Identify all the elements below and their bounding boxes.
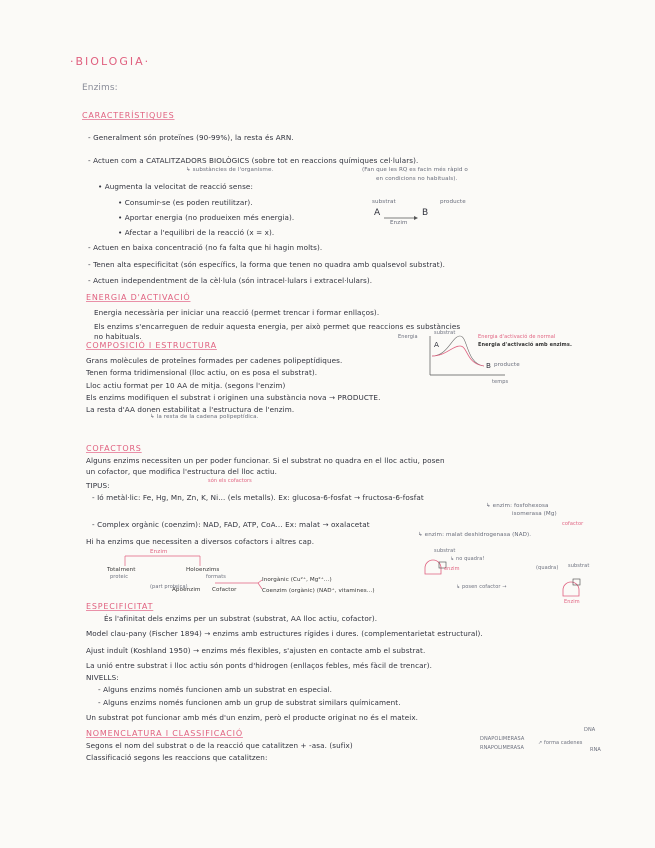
tree-cofactor: Cofactor bbox=[212, 587, 237, 593]
tree-proteic: proteic bbox=[110, 574, 129, 580]
reaction-arrowhead bbox=[414, 216, 418, 220]
graph-temps: temps bbox=[492, 379, 509, 385]
heading-nomenclatura: NOMENCLATURA I CLASSIFICACIÓ bbox=[86, 729, 243, 738]
scheme-substrat: substrat bbox=[372, 199, 396, 205]
side-dna: DNA bbox=[584, 727, 596, 733]
side-substrat: substrat bbox=[434, 548, 456, 554]
tree-apoenzim: Apoenzim bbox=[172, 587, 201, 593]
text-note: (Fan que les RQ es facin més ràpid o bbox=[362, 167, 468, 173]
tree-totalment: Totalment bbox=[107, 567, 136, 573]
heading-caracteristiques: CARACTERÍSTIQUES bbox=[82, 111, 175, 120]
heading-composicio: COMPOSICIÓ I ESTRUCTURA bbox=[86, 341, 217, 350]
text-note: ↳ enzim: malat deshidrogenasa (NAD). bbox=[418, 532, 532, 538]
page-subtitle: Enzims: bbox=[82, 83, 118, 93]
text-line: Els enzims s'encarreguen de reduir aquesta energia, per això permet que reaccions es substàncies bbox=[94, 322, 461, 331]
text-line: - Alguns enzims només funcionen amb un substrat en especial. bbox=[98, 685, 333, 694]
tipus-label: TIPUS: bbox=[86, 481, 110, 490]
graph-enzims: Energia d'activació amb enzims. bbox=[478, 342, 572, 348]
text-line: Model clau-pany (Fischer 1894) → enzims amb estructures rígides i dures. (complementarietat estructural). bbox=[86, 629, 483, 638]
text-note: cofactor bbox=[562, 521, 584, 527]
side-forma: ↗ forma cadenes bbox=[538, 740, 583, 746]
tipus-note: són els cofactors bbox=[208, 478, 252, 484]
tree-inorganic: Inorgànic (Cu²⁺, Mg²⁺...) bbox=[262, 577, 332, 583]
text-line: Ajust induït (Koshland 1950) → enzims més flexibles, s'ajusten en contacte amb el substrat. bbox=[86, 646, 426, 655]
graph-substrat: substrat bbox=[434, 330, 456, 336]
heading-especificitat: ESPECIFICITAT bbox=[86, 602, 154, 611]
text-line: La resta d'AA donen estabilitat a l'estructura de l'enzim. bbox=[86, 405, 295, 414]
text-line: Grans molècules de proteïnes formades per cadenes polipeptídiques. bbox=[86, 356, 343, 365]
text-line: Tenen forma tridimensional (lloc actiu, on es posa el substrat). bbox=[86, 368, 318, 377]
tree-formats: formats bbox=[206, 574, 226, 580]
text-line: - Actuen com a CATALITZADORS BIOLÒGICS (sobre tot en reaccions químiques cel·lulars). bbox=[88, 156, 419, 165]
heading-energia: ENERGIA D'ACTIVACIÓ bbox=[86, 293, 191, 302]
text-line: - Ió metàl·lic: Fe, Hg, Mn, Zn, K, Ni... (els metalls). Ex: glucosa-6-fosfat → fructosa-6-fosfat bbox=[92, 493, 424, 502]
text-line: La unió entre substrat i lloc actiu són ponts d'hidrogen (enllaços febles, més fàcil de trencar). bbox=[86, 661, 432, 670]
text-line: Hi ha enzims que necessiten a diversos cofactors i altres cap. bbox=[86, 537, 315, 546]
text-line: - Alguns enzims només funcionen amb un grup de substrat similars químicament. bbox=[98, 698, 401, 707]
tree-holoenzims: Holoenzims bbox=[186, 567, 220, 573]
side-enzim: enzim bbox=[444, 566, 460, 572]
side-noquadra: ↳ no quadra! bbox=[450, 556, 485, 562]
text-line: Lloc actiu format per 10 AA de mitja. (segons l'enzim) bbox=[86, 381, 286, 390]
text-line: • Afectar a l'equilibri de la reacció (x = x). bbox=[118, 228, 275, 237]
side-rna: RNA bbox=[590, 747, 601, 753]
graph-producte: producte bbox=[494, 362, 520, 368]
text-line: És l'afinitat dels enzims per un substrat (substrat, AA lloc actiu, cofactor). bbox=[104, 614, 378, 623]
tree-enzim: Enzim bbox=[150, 549, 168, 555]
scheme-producte: producte bbox=[440, 199, 466, 205]
text-line: • Aportar energia (no produeixen més energia). bbox=[118, 213, 295, 222]
side-posen: ↳ posen cofactor → bbox=[456, 584, 507, 590]
text-note: ↳ substàncies de l'organisme. bbox=[186, 167, 274, 173]
side-enzim2: Enzim bbox=[564, 599, 580, 605]
side-substrat2: substrat bbox=[568, 563, 590, 569]
graph-normal: Energia d'activació de normal bbox=[478, 334, 556, 340]
text-line: - Tenen alta especificitat (són específics, la forma que tenen no quadra amb qualsevol substrat). bbox=[88, 260, 446, 269]
text-note: en condicions no habituals). bbox=[376, 176, 458, 182]
graph-y-label: Energia bbox=[398, 334, 418, 340]
heading-cofactors: COFACTORS bbox=[86, 444, 142, 453]
scheme-enzim: Enzim bbox=[390, 220, 408, 226]
side-rnapol: RNAPOLIMERASA bbox=[480, 745, 524, 751]
text-line: Energia necessària per iniciar una reacció (permet trencar i formar enllaços). bbox=[94, 308, 380, 317]
text-note: isomerasa (Mg) bbox=[512, 511, 557, 517]
text-line: - Generalment són proteïnes (90-99%), la resta és ARN. bbox=[88, 133, 294, 142]
text-line: • Consumir-se (es poden reutilitzar). bbox=[118, 198, 253, 207]
text-line: Alguns enzims necessiten un per poder funcionar. Si el substrat no quadra en el lloc actiu, posen bbox=[86, 456, 445, 465]
text-line: - Actuen independentment de la cèl·lula (són intracel·lulars i extracel·lulars). bbox=[88, 276, 373, 285]
tree-coenzim: Coenzim (orgànic) (NAD⁺, vitamines...) bbox=[262, 588, 375, 594]
text-line: Els enzims modifiquen el substrat i originen una substància nova → PRODUCTE. bbox=[86, 393, 381, 402]
text-line: no habituals. bbox=[94, 332, 142, 341]
text-line: • Augmenta la velocitat de reacció sense: bbox=[98, 182, 253, 191]
text-line: - Complex orgànic (coenzim): NAD, FAD, ATP, CoA... Ex: malat → oxalacetat bbox=[92, 520, 370, 529]
scheme-b: B bbox=[422, 208, 429, 218]
text-note: ↳ la resta de la cadena polipeptídica. bbox=[150, 414, 259, 420]
side-quadra: (quadra) bbox=[536, 565, 559, 571]
text-line: Classificació segons les reaccions que catalitzen: bbox=[86, 753, 268, 762]
page-title: ·BIOLOGIA· bbox=[70, 55, 151, 68]
text-line: un cofactor, que modifica l'estructura del lloc actiu. bbox=[86, 467, 278, 476]
side-dnapol: DNAPOLIMERASA bbox=[480, 736, 525, 742]
text-line: - Actuen en baixa concentració (no fa falta que hi hagin molts). bbox=[88, 243, 323, 252]
text-line: Un substrat pot funcionar amb més d'un enzim, però el producte originat no és el mateix. bbox=[86, 713, 419, 722]
nivells-label: NIVELLS: bbox=[86, 673, 119, 682]
graph-a: A bbox=[434, 340, 440, 349]
text-note: ↳ enzim: fosfohexosa bbox=[486, 503, 549, 509]
tree-part-proteica: (part proteica) bbox=[150, 584, 188, 590]
graph-b: B bbox=[486, 361, 492, 370]
text-line: Segons el nom del substrat o de la reacció que catalitzen + -asa. (sufix) bbox=[86, 741, 353, 750]
scheme-a: A bbox=[374, 208, 381, 218]
